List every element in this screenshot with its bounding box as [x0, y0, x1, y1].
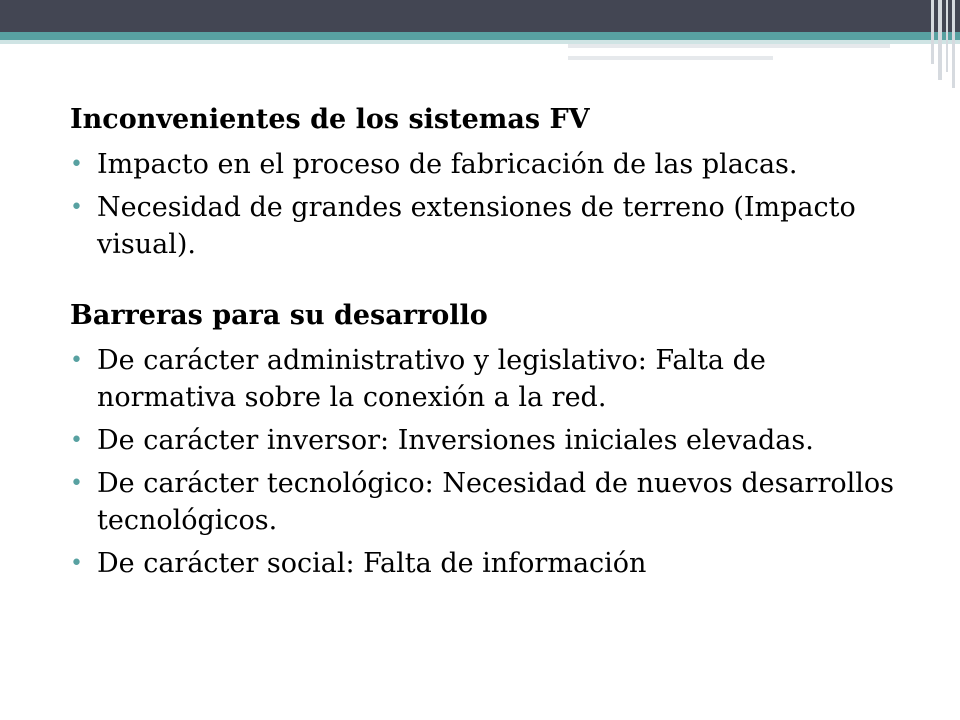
list-item-text: De carácter social: Falta de información: [97, 548, 647, 579]
list-item-text: Impacto en el proceso de fabricación de las placas.: [97, 149, 798, 180]
decorative-vertical-bar: [931, 0, 934, 64]
list-item-text: De carácter administrativo y legislativo: Falta de normativa sobre la conexión a la red.: [97, 345, 766, 413]
bullet-list-inconvenientes: [70, 146, 900, 263]
list-item: [70, 342, 900, 416]
decorative-line: [568, 60, 773, 62]
bullet-icon: •: [70, 152, 83, 177]
bullet-icon: •: [70, 428, 83, 453]
decorative-line: [568, 48, 888, 50]
bullet-icon: •: [70, 551, 83, 576]
list-item: [70, 545, 900, 582]
list-item: [70, 422, 900, 459]
section-heading-inconvenientes: Inconvenientes de los sistemas FV: [70, 104, 590, 135]
list-item-text: De carácter inversor: Inversiones iniciales elevadas.: [97, 425, 814, 456]
list-item-text: De carácter tecnológico: Necesidad de nuevos desarrollos tecnológicos.: [97, 468, 894, 536]
decorative-vertical-bar: [946, 0, 948, 72]
header-accent-stripe: [0, 32, 960, 40]
bullet-icon: •: [70, 348, 83, 373]
decorative-vertical-bar: [952, 0, 955, 88]
list-item-text: Necesidad de grandes extensiones de terreno (Impacto visual).: [97, 192, 856, 260]
bullet-icon: •: [70, 195, 83, 220]
bullet-icon: •: [70, 471, 83, 496]
list-item: [70, 189, 900, 263]
header-bar: [0, 0, 960, 32]
list-item: [70, 146, 900, 183]
decorative-vertical-bar: [938, 0, 942, 80]
bullet-list-barreras: [70, 342, 900, 582]
list-item: [70, 465, 900, 539]
slide-content: [70, 100, 900, 582]
section-heading-barreras: Barreras para su desarrollo: [70, 300, 488, 331]
